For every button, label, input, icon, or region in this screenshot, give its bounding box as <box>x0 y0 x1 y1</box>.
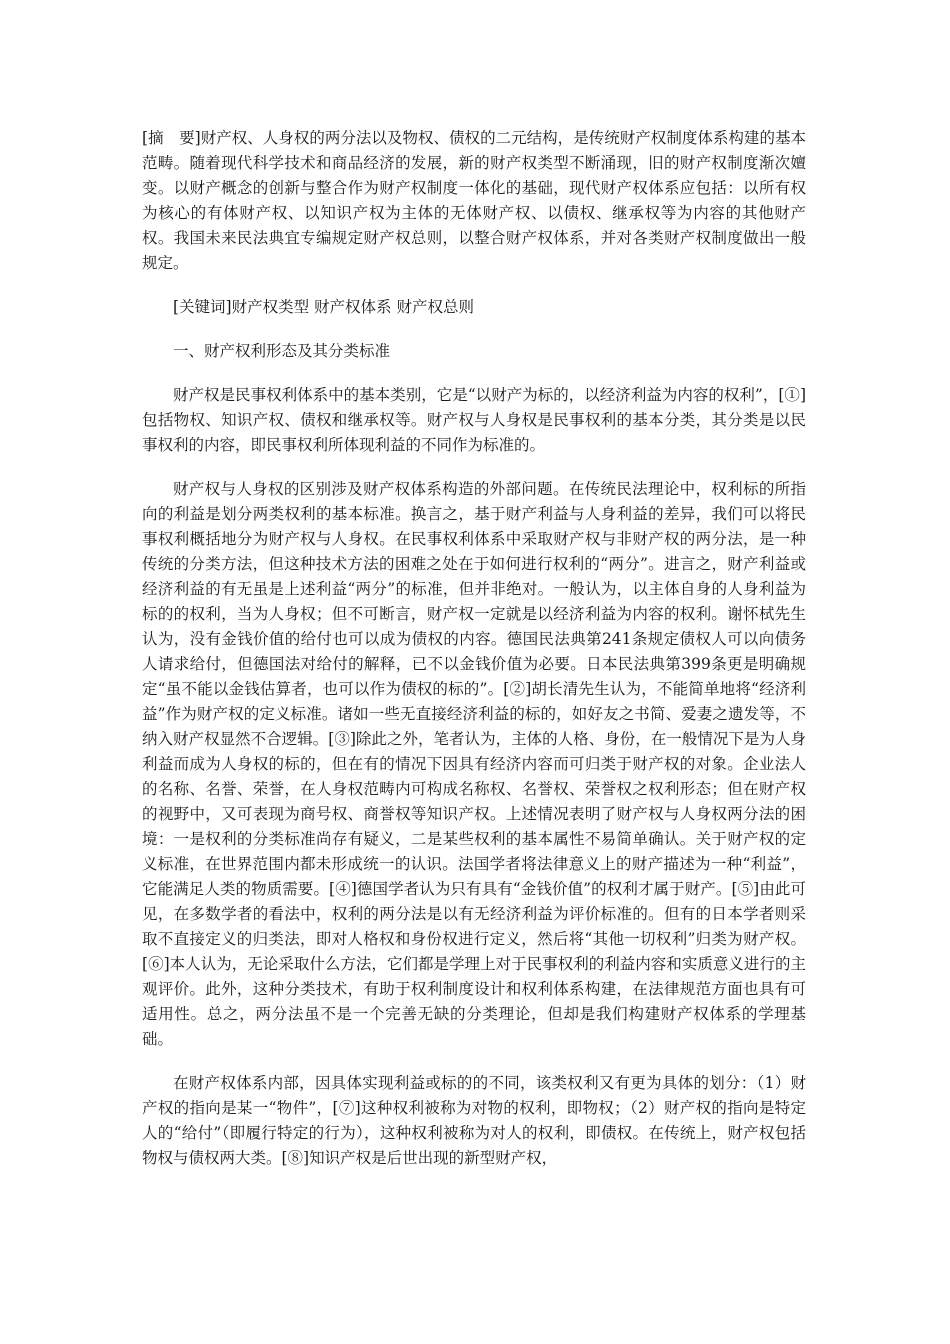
keywords-line: [关键词]财产权类型 财产权体系 财产权总则 <box>173 298 474 316</box>
abstract-paragraph: [摘 要]财产权、人身权的两分法以及物权、债权的二元结构，是传统财产权制度体系构建的基本范畴。随着现代科学技术和商品经济的发展，新的财产权类型不断涌现，旧的财产权制度渐次嬗变。以财产概念的创新与整合作为财产权制度一体化的基础，现代财产权体系应包括：以所有权为核心的有体财产权、以知识产权为主体的无体财产权、以债权、继承权等为内容的其他财产权。我国未来民法典宜专编规定财产权总则，以整合财产权体系，并对各类财产权制度做出一般规定。 <box>142 129 806 272</box>
document-page <box>142 126 806 1171</box>
body-paragraph-1: 财产权是民事权利体系中的基本类别，它是“以财产为标的，以经济利益为内容的权利”，[①]包括物权、知识产权、债权和继承权等。财产权与人身权是民事权利的基本分类，其分类是以民事权利的内容，即民事权利所体现利益的不同作为标准的。 <box>142 386 806 454</box>
body-paragraph-3: 在财产权体系内部，因具体实现利益或标的的不同，该类权利又有更为具体的划分：（1）财产权的指向是某一“物件”，[⑦]这种权利被称为对物的权利，即物权；（2）财产权的指向是特定人的“给付”（即履行特定的行为），这种权利被称为对人的权利，即债权。在传统上，财产权包括物权与债权两大类。[⑧]知识产权是后世出现的新型财产权， <box>142 1074 806 1167</box>
body-paragraph-2: 财产权与人身权的区别涉及财产权体系构造的外部问题。在传统民法理论中，权利标的所指向的利益是划分两类权利的基本标准。换言之，基于财产利益与人身利益的差异，我们可以将民事权利概括地分为财产权与人身权。在民事权利体系中采取财产权与非财产权的两分法，是一种传统的分类方法，但这种技术方法的困难之处在于如何进行权利的“两分”。进言之，财产利益或经济利益的有无虽是上述利益“两分”的标准，但并非绝对。一般认为，以主体自身的人身利益为标的的权利，当为人身权；但不可断言，财产权一定就是以经济利益为内容的权利。谢怀栻先生认为，没有金钱价值的给付也可以成为债权的内容。德国民法典第241条规定债权人可以向债务人请求给付，但德国法对给付的解释，已不以金钱价值为必要。日本民法典第399条更是明确规定“虽不能以金钱估算者，也可以作为债权的标的”。[②]胡长清先生认为，不能简单地将“经济利益”作为财产权的定义标准。诸如一些无直接经济利益的标的，如好友之书简、爱妻之遗发等，不纳入财产权显然不合逻辑。[③]除此之外，笔者认为，主体的人格、身份，在一般情况下是为人身利益而成为人身权的标的，但在有的情况下因具有经济内容而可归类于财产权的对象。企业法人的名称、名誉、荣誉，在人身权范畴内可构成名称权、名誉权、荣誉权之权利形态；但在财产权的视野中，又可表现为商号权、商誉权等知识产权。上述情况表明了财产权与人身权两分法的困境：一是权利的分类标准尚存有疑义，二是某些权利的基本属性不易简单确认。关于财产权的定义标准，在世界范围内都未形成统一的认识。法国学者将法律意义上的财产描述为一种“利益”，它能满足人类的物质需要。[④]德国学者认为只有具有“金钱价值”的权利才属于财产。[⑤]由此可见，在多数学者的看法中，权利的两分法是以有无经济利益为评价标准的。但有的日本学者则采取不直接定义的归类法，即对人格权和身份权进行定义，然后将“其他一切权利”归类为财产权。[⑥]本人认为，无论采取什么方法，它们都是学理上对于民事权利的利益内容和实质意义进行的主观评价。此外，这种分类技术，有助于权利制度设计和权利体系构建，在法律规范方面也具有可适用性。总之，两分法虽不是一个完善无缺的分类理论，但却是我们构建财产权体系的学理基础。 <box>142 480 806 1048</box>
section-heading: 一、财产权利形态及其分类标准 <box>173 342 391 360</box>
